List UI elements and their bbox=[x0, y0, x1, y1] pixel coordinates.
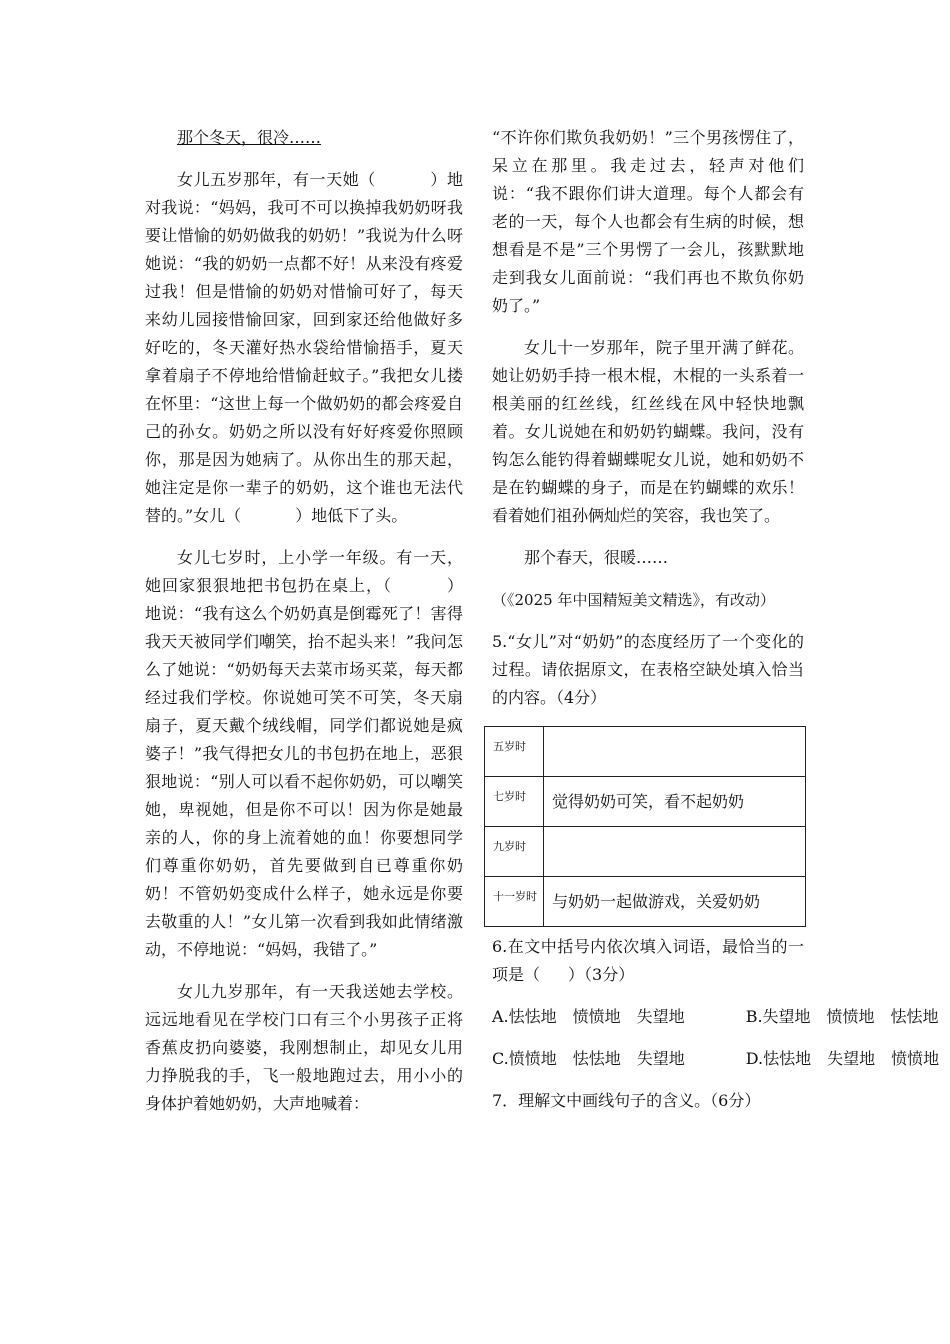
age-label: 七岁时 bbox=[485, 777, 544, 827]
table-row bbox=[485, 727, 806, 777]
answer-cell: 与奶奶一起做游戏，关爱奶奶 bbox=[544, 877, 806, 927]
option-d[interactable]: D.怯怯地 失望地 愤愤地 bbox=[745, 1049, 940, 1068]
table-row bbox=[485, 777, 806, 827]
text-segment: 女儿七岁时，上小学一年级。有一天，她回家狠狠地把书包扔在桌上，（ bbox=[145, 548, 463, 595]
passage-title: 那个冬天，很冷…… bbox=[177, 128, 322, 147]
text-segment: ）地说：“我有这么个奶奶真是倒霉死了！害得我天天被同学们嘲笑，抬不起头来！”我问怎么了她说：“奶奶每天去菜市场买菜，每天都经过我们学校。你说她可笑不可笑，冬天扇扇子，夏天戴个绒线帽，同学们都说她是疯婆子！”我气得把女儿的书包扔在地上，恶狠狠地说：“别人可以看不起你奶奶，可以嘲笑她，卑视她，但是你不可以！因为你是她最亲的人，你的身上流着她的血！你要想同学们尊重你奶奶，首先要做到自已尊重你奶奶！不管奶奶变成什么样子，她永远是你要去敬重的人！”女儿第一次看到我如此情绪激动，不停地说：“妈妈，我错了。” bbox=[145, 576, 463, 959]
paragraph-continuation: “不许你们欺负我奶奶！”三个男孩愣住了，呆立在那里。我走过去，轻声对他们说：“我不跟你们讲大道理。每个人都会有老的一天，每个人也都会有生病的时候，想想看是不是”三个男愣了一会儿，孩默默地走到我女儿面前说：“我们再也不欺负你奶奶了。” bbox=[492, 128, 804, 315]
paragraph-age-7 bbox=[145, 544, 463, 964]
text-segment: ）（3分） bbox=[568, 965, 635, 984]
options-row-2 bbox=[492, 1045, 940, 1073]
question-6 bbox=[492, 933, 804, 989]
left-column bbox=[145, 124, 463, 1132]
paragraph-age-9: 女儿九岁那年，有一天我送她去学校。远远地看见在学校门口有三个小男孩子正将香蕉皮扔向婆婆，我刚想制止，却见女儿用力挣脱我的手，飞一般地跑过去，用小小的身体护着她奶奶，大声地喊着： bbox=[145, 982, 463, 1113]
answer-cell: 觉得奶奶可笑，看不起奶奶 bbox=[544, 777, 806, 827]
option-b[interactable]: B.失望地 愤愤地 怯怯地 bbox=[745, 1007, 939, 1026]
answer-cell[interactable] bbox=[544, 827, 806, 877]
attitude-table bbox=[484, 726, 806, 927]
age-label: 五岁时 bbox=[485, 727, 544, 777]
text-segment: ）地低下了头。 bbox=[295, 506, 408, 525]
table-row bbox=[485, 877, 806, 927]
options-row-1 bbox=[492, 1003, 939, 1031]
question-7: 7．理解文中画线句子的含义。（6分） bbox=[492, 1091, 761, 1110]
option-c[interactable]: C.愤愤地 怯怯地 失望地 bbox=[492, 1049, 685, 1068]
text-segment: ）地对我说：“妈妈，我可不可以换掉我奶奶呀我要让惜愉的奶奶做我的奶奶！”我说为什么呀她说：“我的奶奶一点都不好！从来没有疼爱过我！但是惜愉的奶奶对惜愉可好了，每天来幼儿园接惜愉回家，回到家还给他做好多好吃的，冬天灌好热水袋给惜愉捂手，夏天拿着扇子不停地给惜愉赶蚊子。”我把女儿搂在怀里：“这世上每一个做奶奶的都会疼爱自己的孙女。奶奶之所以没有好好疼爱你照顾你，那是因为她病了。从你出生的那天起，她注定是你一辈子的奶奶，这个谁也无法代替的。”女儿（ bbox=[145, 170, 463, 525]
option-a[interactable]: A.怯怯地 愤愤地 失望地 bbox=[492, 1007, 685, 1026]
question-5: 5.“女儿”对“奶奶”的态度经历了一个变化的过程。请依据原文，在表格空缺处填入恰当的内容。（4分） bbox=[492, 632, 804, 707]
right-column bbox=[492, 124, 940, 1129]
age-label: 九岁时 bbox=[485, 827, 544, 877]
paragraph-age-11: 女儿十一岁那年，院子里开满了鲜花。她让奶奶手持一根木棍，木棍的一头系着一根美丽的红丝线，红丝线在风中轻快地飘着。女儿说她在和奶奶钓蝴蝶。我问，没有钩怎么能钓得着蝴蝶呢女儿说，她和奶奶不是在钓蝴蝶的身子，而是在钓蝴蝶的欢乐！看着她们祖孙俩灿烂的笑容，我也笑了。 bbox=[492, 338, 804, 525]
closing-line: 那个春天，很暖…… bbox=[524, 548, 669, 567]
source-citation: （《2025 年中国精短美文精选》，有改动） bbox=[492, 591, 775, 609]
paragraph-age-5 bbox=[145, 166, 463, 530]
text-segment: 6.在文中括号内依次填入词语，最恰当的一项是（ bbox=[492, 937, 804, 984]
table-row bbox=[485, 827, 806, 877]
age-label: 十一岁时 bbox=[485, 877, 544, 927]
text-segment: 女儿五岁那年，有一天她（ bbox=[177, 170, 376, 189]
answer-cell[interactable] bbox=[544, 727, 806, 777]
